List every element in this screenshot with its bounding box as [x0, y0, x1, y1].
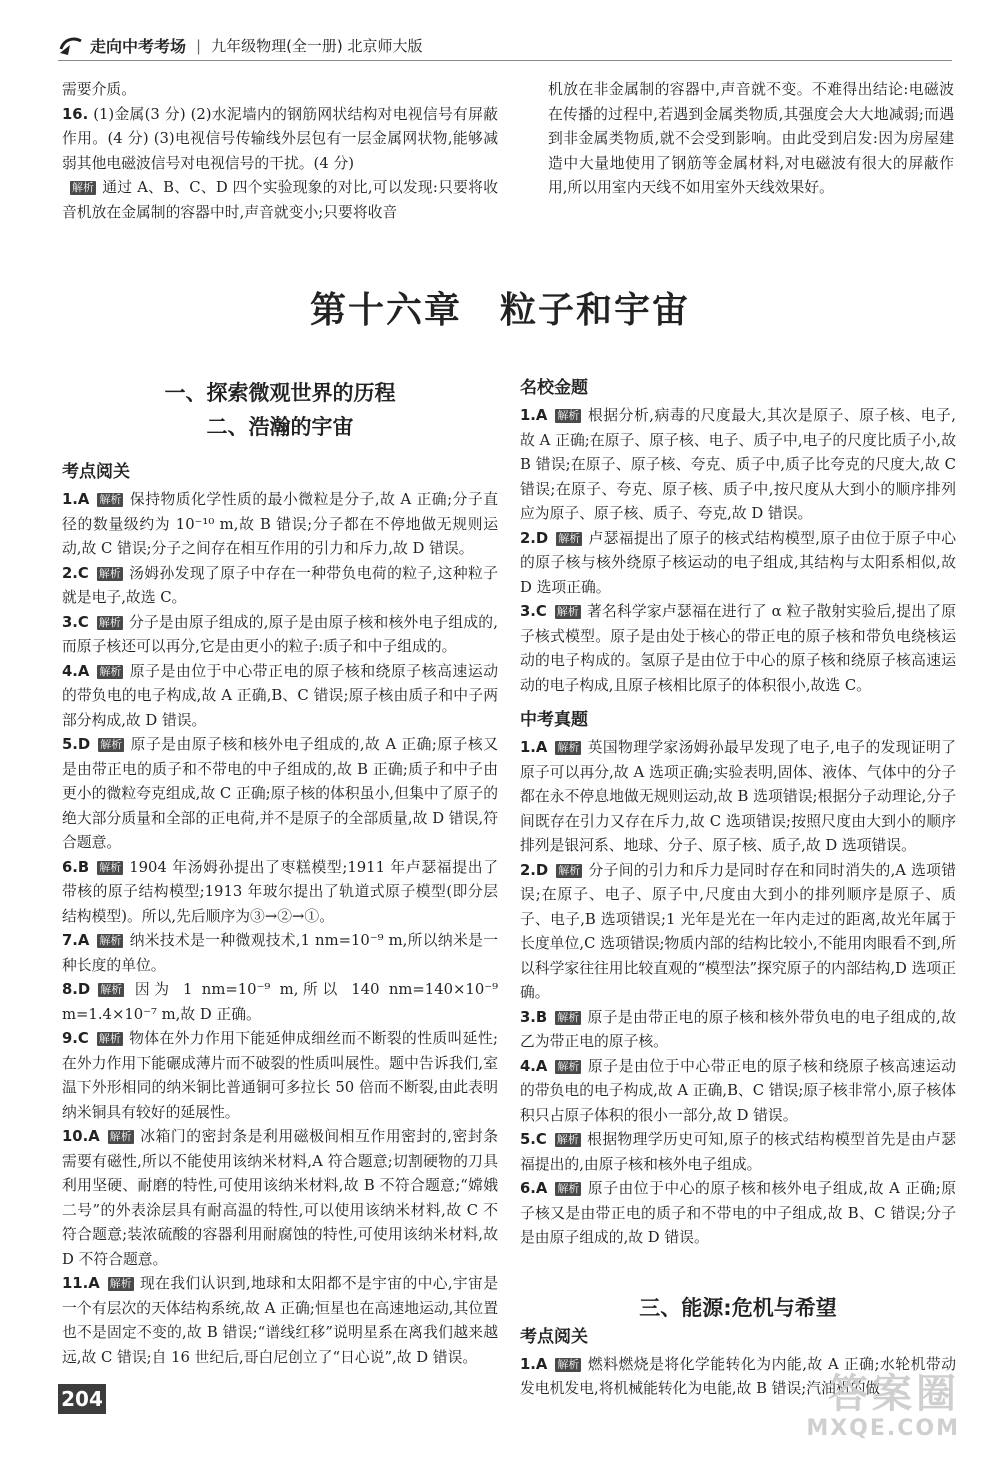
answer-item: [520, 404, 956, 527]
analysis-tag: 解析: [557, 1357, 580, 1371]
analysis-tag: 解析: [100, 738, 123, 751]
answer-number: 4.A: [62, 662, 90, 680]
analysis-tag: 解析: [557, 741, 580, 754]
answer-number: 5.C: [520, 1131, 547, 1148]
answer-number: 1.A: [520, 1355, 548, 1373]
answer-item: [62, 929, 498, 978]
answer-item: [520, 1177, 956, 1251]
answer-item: [520, 600, 956, 698]
answer-item: [520, 1006, 956, 1055]
header-separator: |: [196, 36, 202, 55]
answer-text: (1)金属(3 分) (2)水泥墙内的钢筋网状结构对电视信号有屏蔽作用。(4 分) (3)电视信号传输线外层包有一层金属网状物,能够减弱其他电磁波信号对电视信号的干扰。(4 分): [62, 105, 498, 172]
header-rule: [58, 60, 952, 61]
answer-text: 分子是由原子组成的,原子是由原子核和核外电子组成的,而原子核还可以再分,它是由更小的粒子:质子和中子组成的。: [62, 613, 498, 655]
series-brand: 走向中考考场: [90, 37, 187, 56]
answer-item: [62, 1125, 498, 1272]
answer-text: 原子由位于中心的原子核和核外电子组成,故 A 正确;原子核又是由带正电的质子和不带电的中子组成,故 B、C 错误;分子是由原子组成的,故 D 错误。: [520, 1180, 956, 1246]
answer-number: 3.C: [520, 603, 547, 620]
answer-list: [62, 488, 498, 1370]
analysis-tag: 解析: [99, 934, 122, 947]
answer-number: 2.D: [520, 861, 549, 879]
answer-text: 根据物理学历史可知,原子的核式结构模型首先是由卢瑟福提出的,由原子核和核外电子组成。: [520, 1131, 956, 1173]
answer-text: 著名科学家卢瑟福在进行了 α 粒子散射实验后,提出了原子核式模型。原子是由处于核心的带正电的原子核和带负电绕核运动的电子构成的。氢原子是由位于中心的原子核和绕原子核高速运动的电子构成,且原子核相比原子的体积很小,故选 C。: [520, 603, 956, 694]
answer-text: 原子是由原子核和核外电子组成的,故 A 正确;原子核又是由带正电的质子和不带电的中子组成的,故 B 正确;质子和中子由更小的微粒夸克组成,故 C 正确;原子核的体积虽小,但集中了原子的绝大部分质量和全部的正电荷,并不是原子的全部质量,故 D 错误,符合题意。: [62, 736, 498, 851]
analysis-tag: 解析: [558, 863, 581, 877]
answer-item: [520, 859, 956, 1006]
answer-number: 6.A: [520, 1180, 548, 1197]
answer-text: 原子是由位于中心带正电的原子核和绕原子核高速运动的带负电的电子构成,故 A 正确,B、C 错误;原子核由质子和中子两部分构成,故 D 错误。: [62, 662, 498, 729]
answer-text: 原子是由带正电的原子核和核外带负电的电子组成的,故乙为带正电的原子核。: [520, 1008, 956, 1050]
answer-text: 1904 年汤姆孙提出了枣糕模型;1911 年卢瑟福提出了带核的原子结构模型;1913 年玻尔提出了轨道式原子模型(即分层结构模型)。所以,先后顺序为③→②→①。: [62, 858, 498, 925]
analysis-tag: 解析: [557, 409, 580, 422]
analysis-tag: 解析: [99, 664, 122, 678]
answer-number: 5.D: [62, 736, 91, 753]
answer-number: 1.A: [520, 407, 548, 424]
answer-item: [62, 1027, 498, 1125]
book-subject: 九年级物理(全一册) 北京师大版: [211, 37, 423, 55]
answer-number: 2.D: [520, 529, 549, 547]
answer-number: 16.: [62, 105, 89, 123]
answer-number: 11.A: [62, 1275, 100, 1292]
analysis-tag: 解析: [109, 1130, 132, 1143]
watermark-url: MXQE.COM: [806, 1416, 960, 1441]
continued-analysis-text: 机放在非金属制的容器中,声音就不变。不难得出结论:电磁波在传播的过程中,若遇到金属类物质,其强度会大大地减弱;而遇到非金属类物质,就不会受到影响。由此受到启发:因为房屋建造中大量地使用了钢筋等金属材料,对电磁波有很大的屏蔽作用,所以用室内天线不如用室外天线效果好。: [548, 81, 954, 196]
answer-item: [62, 78, 498, 103]
analysis-tag: 解析: [557, 1059, 580, 1073]
answer-text: 因为 1 nm=10⁻⁹ m,所以 140 nm=140×10⁻⁹ m=1.4×10⁻⁷ m,故 D 正确。: [62, 981, 498, 1023]
answer-number: 9.C: [62, 1030, 89, 1047]
answer-item: [62, 103, 498, 177]
answer-number: 10.A: [62, 1128, 100, 1145]
subsection-heading-exam: 中考真题: [520, 710, 588, 730]
answer-number: 1.A: [62, 491, 90, 508]
analysis-tag: 解析: [99, 493, 122, 506]
subsection-heading-famous: 名校金题: [520, 378, 588, 398]
answer-item: [520, 1128, 956, 1177]
answer-text: 汤姆孙发现了原子中存在一种带负电荷的粒子,这种粒子就是电子,故选 C。: [62, 564, 498, 606]
answer-text: 冰箱门的密封条是利用磁极间相互作用密封的,密封条需要有磁性,所以不能使用该纳米材料,A 符合题意;切割硬物的刀具利用坚硬、耐磨的特性,可使用该纳米材料,故 B 不符合题意;“嫦娥二号”的外表涂层具有耐高温的特性,可以使用该纳米材料,故 C 不符合题意;装浓硫酸的容器利用耐腐蚀的特性,可使用该纳米材料,故 D 不符合题意。: [62, 1128, 498, 1268]
answer-item: [62, 978, 498, 1027]
book-logo-icon: [58, 35, 84, 57]
subsection-heading-energy: 考点阅关: [520, 1326, 588, 1347]
answer-text: 纳米技术是一种微观技术,1 nm=10⁻⁹ m,所以纳米是一种长度的单位。: [62, 932, 498, 974]
answer-text: 保持物质化学性质的最小微粒是分子,故 A 正确;分子直径的数量级约为 10⁻¹⁰ m,故 B 错误;分子都在不停地做无规则运动,故 C 错误;分子之间存在相互作用的引力和斥力,故 D 错误。: [62, 491, 498, 557]
analysis-tag: 解析: [72, 181, 94, 194]
analysis-tag: 解析: [556, 605, 579, 618]
page-header: [58, 34, 423, 57]
chapter-title: 第十六章 粒子和宇宙: [309, 290, 690, 331]
analysis-tag: 解析: [99, 860, 122, 874]
answer-item: [62, 488, 498, 562]
answer-number: 3.B: [520, 1008, 548, 1026]
answer-text: 根据分析,病毒的尺度最大,其次是原子、原子核、电子,故 A 正确;在原子、原子核、电子、质子中,电子的尺度比质子小,故 B 错误;在原子、原子核、夸克、质子中,质子比夸克的尺度大,故 C 错误;在原子、夸克、原子核、质子中,按尺度从大到小的顺序排列应为原子、原子核、质子、夸克,故 D 错误。: [520, 407, 956, 522]
analysis-tag: 解析: [100, 983, 123, 996]
answer-item: [62, 1272, 498, 1370]
answer-text: 分子间的引力和斥力是同时存在和同时消失的,A 选项错误;在原子、电子、原子中,尺度由大到小的排列顺序是原子、质子、电子,B 选项错误;1 光年是光在一年内走过的距离,故光年属于长度单位,C 选项错误;物质内部的结构比较小,不能用肉眼看不到,所以科学家往往用比较直观的“模型法”探究原子的内部结构,D 选项正确。: [520, 861, 956, 1001]
left-column: [62, 376, 498, 1370]
watermark: [806, 1372, 960, 1442]
answer-number: 1.A: [520, 739, 548, 756]
answer-text: 物体在外力作用下能延伸成细丝而不断裂的性质叫延性;在外力作用下能碾成薄片而不破裂的性质叫展性。题中告诉我们,室温下外形相同的纳米铜比普通铜可多拉长 50 倍而不断裂,由此表明纳米铜具有较好的延展性。: [62, 1030, 498, 1121]
analysis-tag: 解析: [109, 1277, 132, 1290]
watermark-logo-text: 答案圈: [828, 1371, 960, 1417]
answer-item: [62, 856, 498, 930]
analysis-tag: 解析: [98, 1032, 121, 1045]
answer-item: [520, 527, 956, 601]
answer-number: 6.B: [62, 858, 90, 876]
answer-text: 原子是由位于中心带正电的原子核和绕原子核高速运动的带负电的电子构成,故 A 正确,B、C 错误;原子核非常小,原子核体积只占原子体积的很小一部分,故 D 错误。: [520, 1057, 957, 1124]
answer-text: 需要介质。: [62, 81, 136, 98]
analysis-tag: 解析: [98, 566, 121, 580]
answer-number: 3.C: [62, 613, 89, 631]
answer-item: [62, 733, 498, 856]
answer-list-famous: [520, 404, 956, 698]
section-title-3: 三、能源:危机与希望: [639, 1295, 837, 1320]
answer-item: [62, 611, 498, 660]
answer-number: 2.C: [62, 564, 89, 582]
answer-text: 现在我们认识到,地球和太阳都不是宇宙的中心,宇宙是一个有层次的天体结构系统,故 A 正确;恒星也在高速地运动,其位置也不是固定不变的,故 B 错误;“谱线红移”说明星系在离我们越来越远,故 C 错误;自 16 世纪后,哥白尼创立了“日心说”,故 D 错误。: [62, 1275, 498, 1366]
answer-number: 4.A: [520, 1057, 548, 1075]
answer-item: [520, 1055, 956, 1129]
analysis-tag: 解析: [557, 1010, 580, 1024]
answer-text: 通过 A、B、C、D 四个实验现象的对比,可以发现:只要将收音机放在金属制的容器中时,声音就变小;只要将收音: [62, 179, 498, 221]
top-left-column: [62, 78, 498, 225]
answer-number: 8.D: [62, 981, 91, 998]
answer-text: 英国物理学家汤姆孙最早发现了电子,电子的发现证明了原子可以再分,故 A 选项正确;实验表明,固体、液体、气体中的分子都在永不停息地做无规则运动,故 B 选项错误;根据分子动理论,分子间既存在引力又存在斥力,故 C 选项错误;按照尺度由大到小的顺序排列是银河系、地球、分子、原子核、质子,故 D 选项错误。: [520, 739, 956, 854]
answer-number: 7.A: [62, 932, 90, 949]
page-number: 204: [58, 1384, 106, 1414]
answer-text: 卢瑟福提出了原子的核式结构模型,原子由位于原子中心的原子核与核外绕原子核运动的电子组成,其结构与太阳系相似,故 D 选项正确。: [520, 529, 956, 596]
answer-item: [62, 660, 498, 734]
analysis-tag: 解析: [98, 615, 121, 629]
analysis-tag: 解析: [557, 1182, 580, 1195]
answer-text: 燃料燃烧是将化学能转化为内能,故 A 正确;水轮机带动发电机发电,将机械能转化为电能,故 B 错误;汽油机的做: [520, 1355, 956, 1397]
subsection-heading: 考点阅关: [62, 462, 130, 482]
answer-item: [62, 562, 498, 611]
analysis-tag: 解析: [558, 531, 581, 545]
answer-item: [62, 176, 498, 225]
analysis-tag: 解析: [556, 1133, 579, 1146]
answer-item: [520, 736, 956, 859]
section-title-1: 一、探索微观世界的历程: [164, 381, 396, 405]
top-right-column: [548, 78, 954, 201]
answer-list-exam: [520, 736, 956, 1251]
section-title-2: 二、浩瀚的宇宙: [206, 415, 354, 439]
right-column: [520, 376, 956, 1402]
